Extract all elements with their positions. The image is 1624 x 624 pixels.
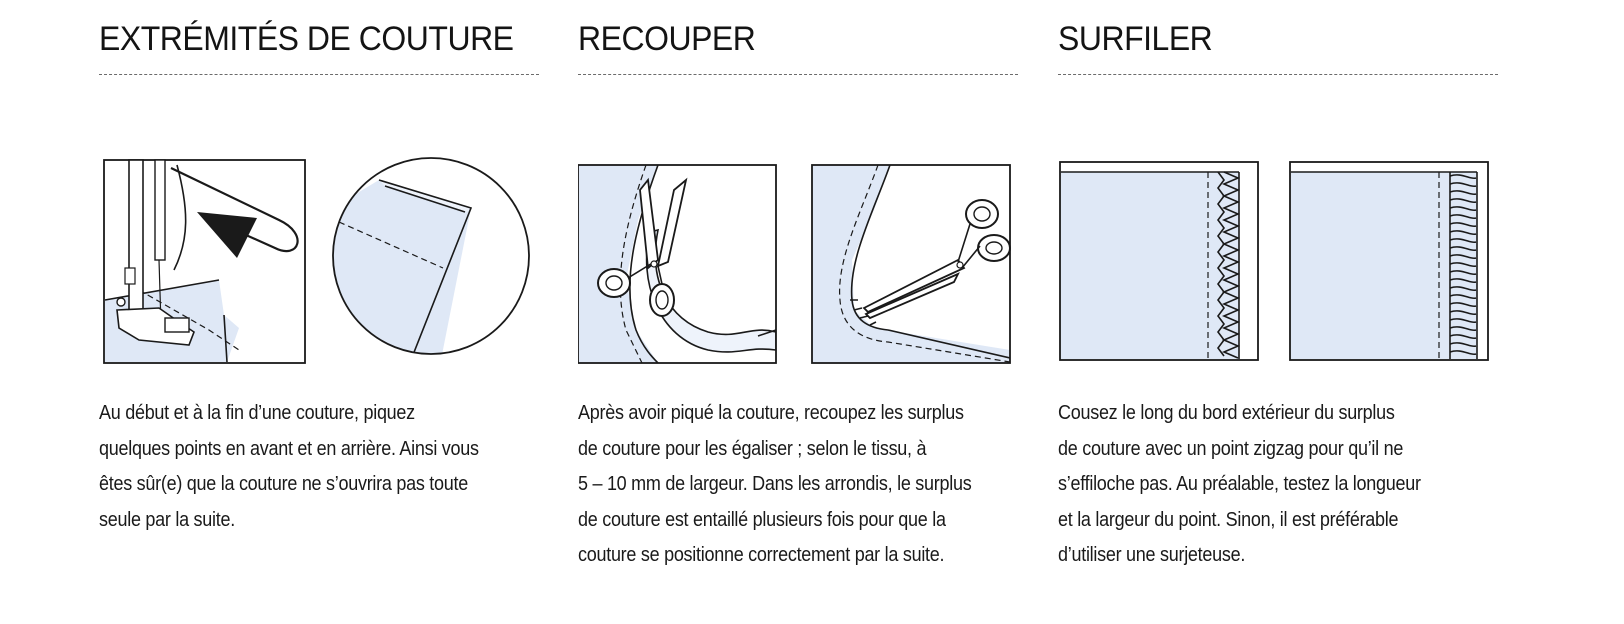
body-line: Cousez le long du bord extérieur du surplus <box>1058 402 1395 424</box>
section-body <box>578 396 1001 574</box>
trim-curve-panel <box>812 165 1010 363</box>
body-line: de couture avec un point zigzag pour qu’il ne <box>1058 437 1404 460</box>
zigzag-panel <box>1060 162 1258 360</box>
seam-ends-illustration <box>99 150 539 370</box>
body-line: couture se positionne correctement par la suite. <box>578 544 945 566</box>
trim-straight-panel <box>578 165 776 363</box>
section-title: SURFILER <box>1058 20 1213 58</box>
section-body <box>1058 396 1481 574</box>
body-line: s’effiloche pas. Au préalable, testez la longueur <box>1058 473 1421 495</box>
section-title: EXTRÉMITÉS DE COUTURE <box>99 20 514 58</box>
body-line: de couture pour les égaliser ; selon le tissu, à <box>578 437 927 460</box>
overlock-panel <box>1290 162 1488 360</box>
body-line: quelques points en avant et en arrière. Ainsi vous <box>99 437 479 460</box>
section-body <box>99 396 522 538</box>
presser-foot-panel <box>104 160 305 363</box>
body-line: Après avoir piqué la couture, recoupez les surplus <box>578 402 964 424</box>
trim-illustration <box>578 150 1018 370</box>
corner-detail-panel <box>329 158 529 370</box>
body-line: êtes sûr(e) que la couture ne s’ouvrira pas toute <box>99 473 468 495</box>
section-title: RECOUPER <box>578 20 756 58</box>
dashed-divider <box>1058 74 1498 75</box>
body-line: seule par la suite. <box>99 508 235 531</box>
dashed-divider <box>578 74 1018 75</box>
body-line: de couture est entaillé plusieurs fois pour que la <box>578 508 946 531</box>
body-line: 5 – 10 mm de largeur. Dans les arrondis, le surplus <box>578 473 972 495</box>
overcast-illustration <box>1058 150 1498 370</box>
dashed-divider <box>99 74 539 75</box>
body-line: Au début et à la fin d’une couture, piquez <box>99 402 415 424</box>
body-line: d’utiliser une surjeteuse. <box>1058 544 1246 566</box>
body-line: et la largeur du point. Sinon, il est préférable <box>1058 508 1399 531</box>
